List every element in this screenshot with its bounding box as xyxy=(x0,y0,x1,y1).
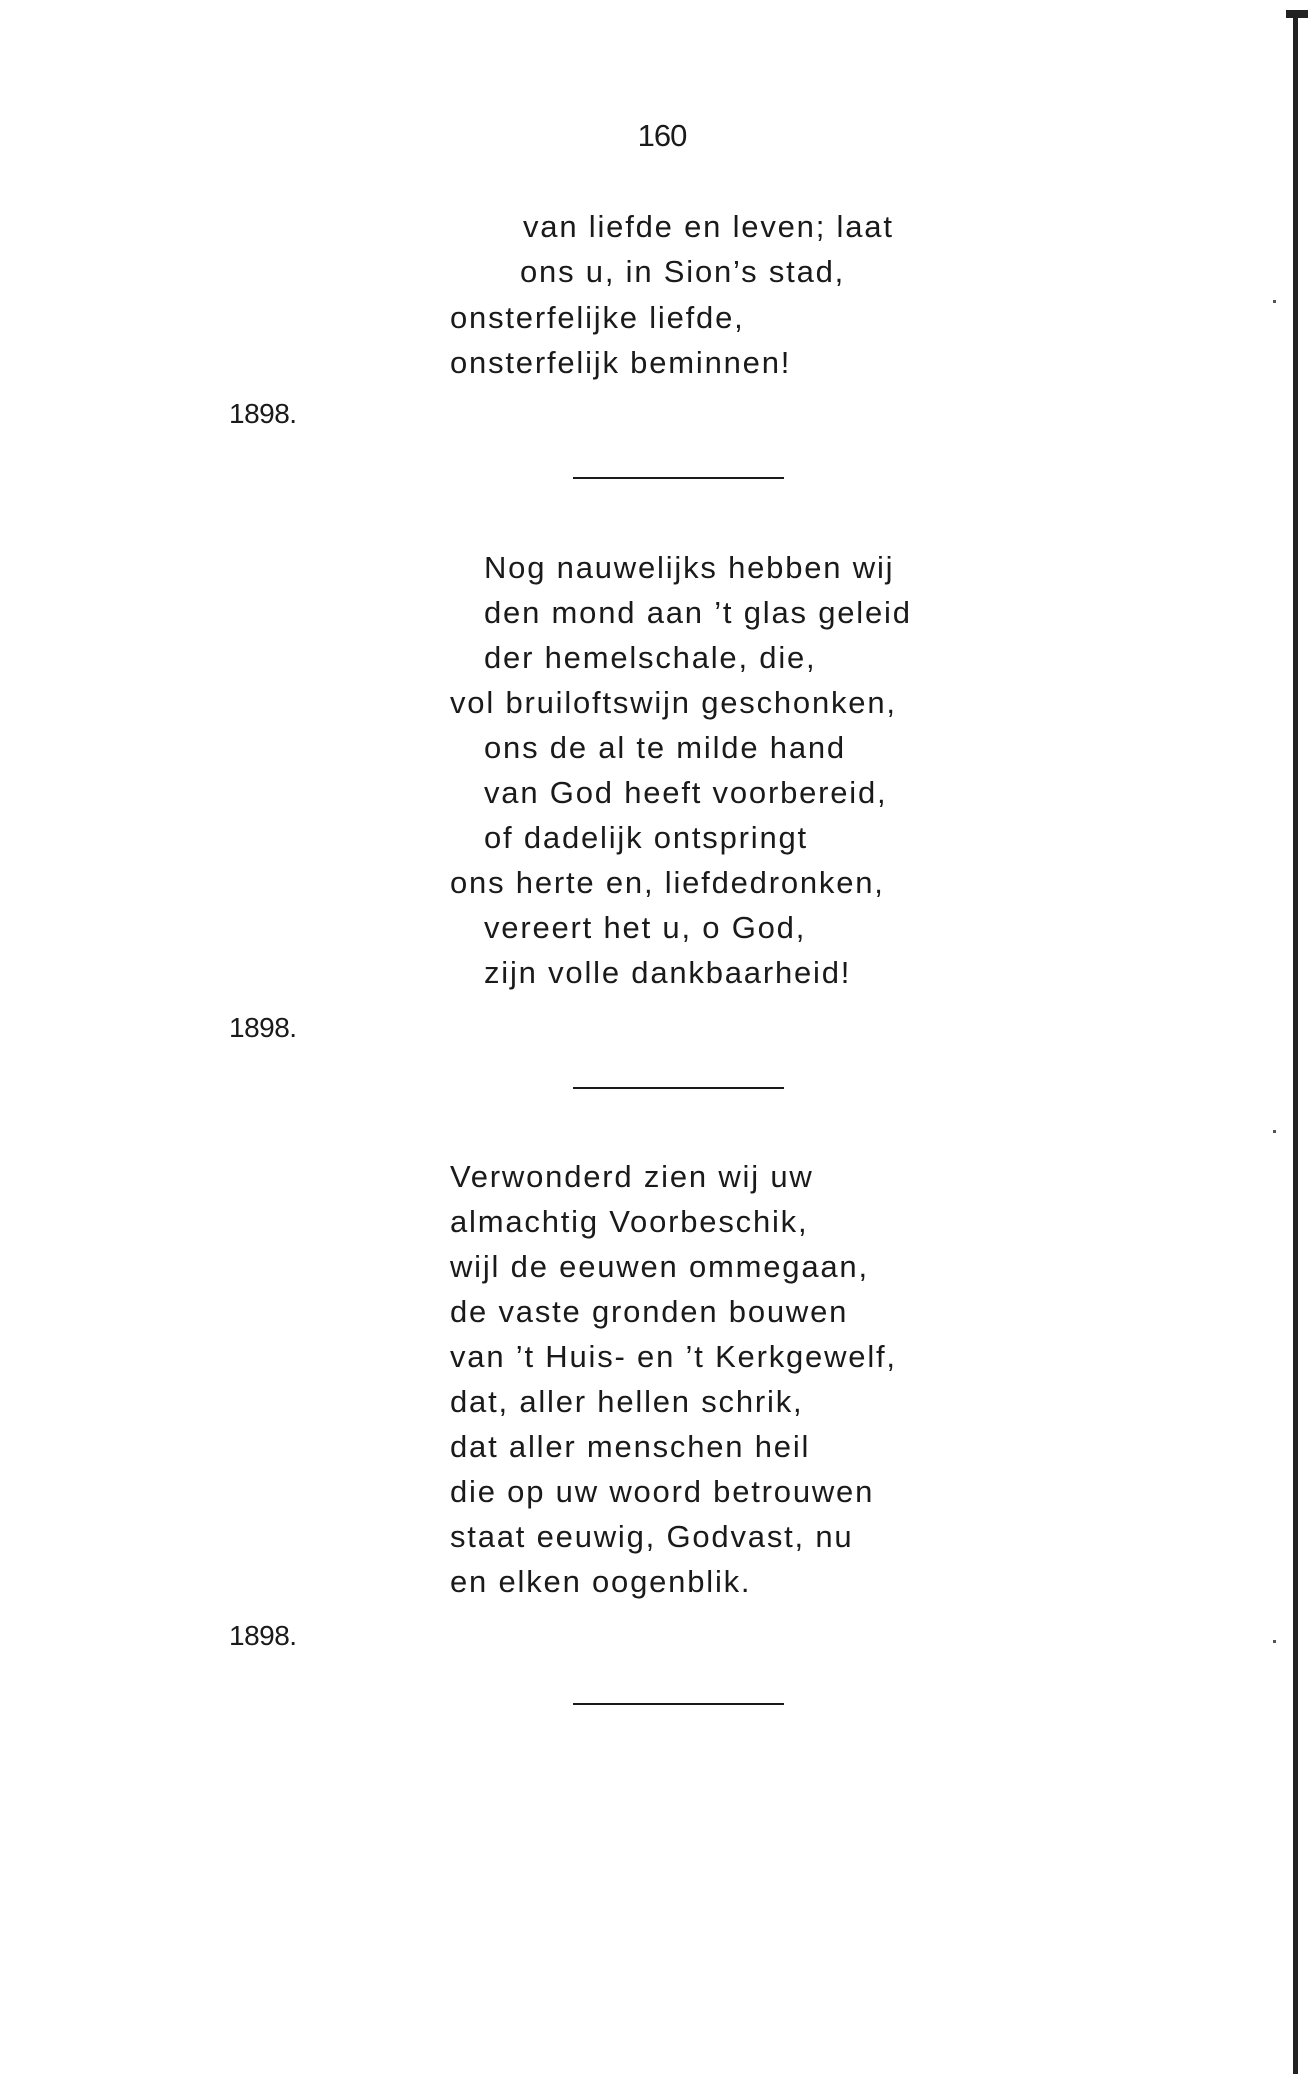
poem-line: die op uw woord betrouwen xyxy=(450,1474,875,1509)
poem-line: van ’t Huis- en ’t Kerkgewelf, xyxy=(450,1339,897,1374)
scan-speck xyxy=(1273,1640,1276,1643)
page-number: 160 xyxy=(637,118,687,153)
poem-line: vol bruiloftswijn geschonken, xyxy=(450,685,897,720)
poem-line: Nog nauwelijks hebben wij xyxy=(484,550,895,585)
poem-line: van liefde en leven; laat xyxy=(523,209,894,244)
section-divider xyxy=(573,1087,784,1089)
poem-line: vereert het u, o God, xyxy=(484,910,807,945)
page-edge-border xyxy=(1293,10,1298,2074)
poem-line: den mond aan ’t glas geleid xyxy=(484,595,912,630)
poem-line: en elken oogenblik. xyxy=(450,1564,752,1599)
poem-line: wijl de eeuwen ommegaan, xyxy=(450,1249,869,1284)
scan-speck xyxy=(1273,300,1276,303)
poem-date: 1898. xyxy=(229,1012,297,1043)
poem-date: 1898. xyxy=(229,398,297,429)
poem-line: van God heeft voorbereid, xyxy=(484,775,888,810)
poem-line: Verwonderd zien wij uw xyxy=(450,1159,814,1194)
poem-line: ons u, in Sion’s stad, xyxy=(520,254,846,289)
poem-line: onsterfelijk beminnen! xyxy=(450,345,792,380)
poem-line: of dadelijk ontspringt xyxy=(484,820,808,855)
poem-line: de vaste gronden bouwen xyxy=(450,1294,849,1329)
section-divider xyxy=(573,1703,784,1705)
poem-line: dat, aller hellen schrik, xyxy=(450,1384,804,1419)
poem-line: der hemelschale, die, xyxy=(484,640,817,675)
poem-line: dat aller menschen heil xyxy=(450,1429,811,1464)
poem-line: ons herte en, liefdedronken, xyxy=(450,865,885,900)
poem-line: ons de al te milde hand xyxy=(484,730,846,765)
poem-line: staat eeuwig, Godvast, nu xyxy=(450,1519,854,1554)
poem-line: onsterfelijke liefde, xyxy=(450,300,745,335)
poem-line: zijn volle dankbaarheid! xyxy=(484,955,852,990)
section-divider xyxy=(573,477,784,479)
poem-line: almachtig Voorbeschik, xyxy=(450,1204,809,1239)
scan-speck xyxy=(1273,1130,1276,1133)
poem-date: 1898. xyxy=(229,1620,297,1651)
